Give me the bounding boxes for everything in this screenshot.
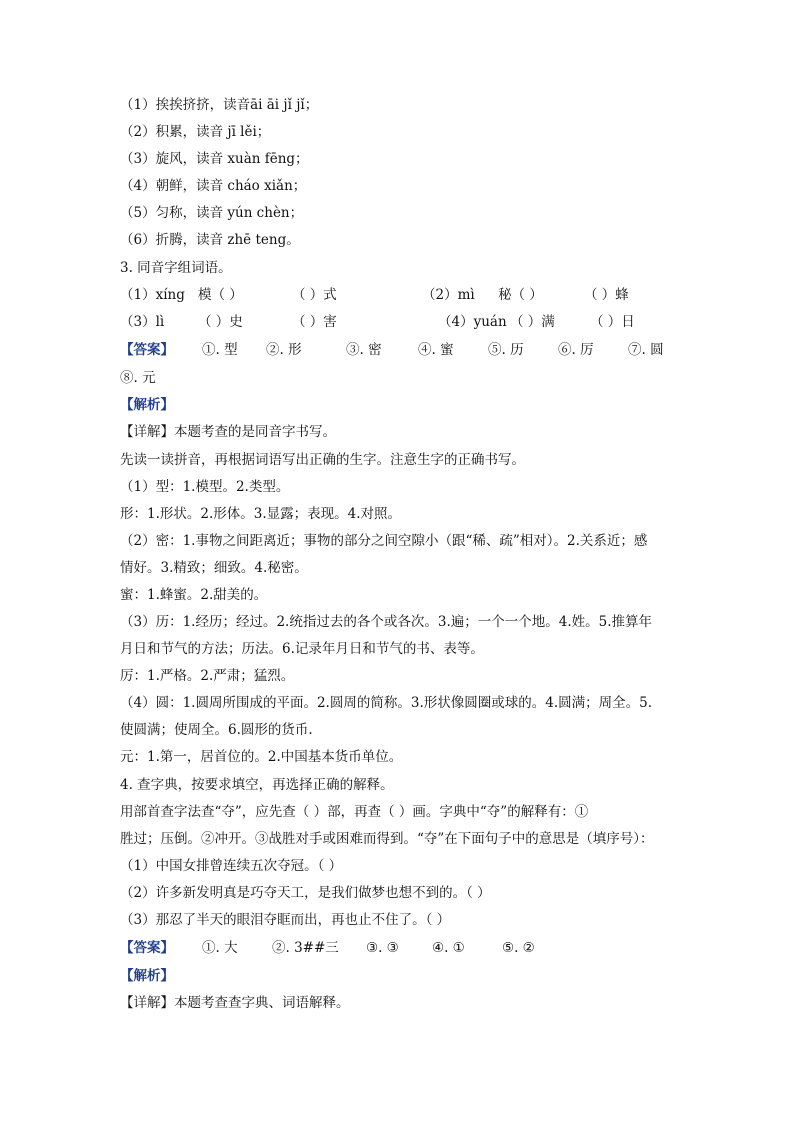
- q3-answer-1: ①. 型: [202, 342, 238, 358]
- q3-explain-line-6: 蜜：1.蜂蜜。2.甜美的。: [120, 587, 268, 603]
- q3-answer-7: ⑦. 圆: [628, 342, 664, 358]
- q4-answer-2: ②. 3##三: [272, 940, 339, 956]
- q3-explain-line-4: （2）密：1.事物之间距离近；事物的部分之间空隙小（跟“稀、疏”相对）。2.关系近；感: [120, 533, 648, 549]
- q3-answer-row: [120, 340, 680, 360]
- q3-explain-line-11: 使圆满；使周全。6.圆形的货币.: [120, 722, 313, 738]
- q3-analysis-label: 【解析】: [120, 397, 174, 413]
- reading-line-4: （4）朝鲜，读音 cháo xiǎn；: [120, 178, 307, 194]
- q3-r1-a-word2: （ ）式: [292, 287, 337, 303]
- q3-explain-line-8: 月日和节气的方法；历法。6.记录年月日和节气的书、表等。: [120, 641, 484, 657]
- q4-line-3: （1）中国女排曾连续五次夺冠。（ ）: [120, 858, 343, 874]
- q3-explain-line-1: 先读一读拼音，再根据词语写出正确的生字。注意生字的正确书写。: [120, 452, 525, 468]
- q3-answer-5: ⑤. 历: [488, 342, 524, 358]
- q3-r2-a-pinyin: （3）lì: [120, 314, 165, 330]
- q3-r2-b-pinyin: （4）yuán: [438, 314, 507, 330]
- q3-r1-b-pinyin: （2）mì: [422, 287, 475, 303]
- q3-r2-b-word1: （ ）满: [510, 314, 555, 330]
- q3-r1-a-pinyin: （1）xíng: [120, 287, 185, 303]
- q4-answer-5: ⑤. ②: [502, 940, 535, 956]
- q4-analysis-label: 【解析】: [120, 968, 174, 984]
- q3-explain-line-7: （3）历：1.经历；经过。2.统指过去的各个或各次。3.遍；一个一个地。4.姓。5.推算年: [120, 614, 652, 630]
- q3-explain-line-5: 情好。3.精致；细致。4.秘密。: [120, 560, 308, 576]
- q4-detail: 【详解】本题考查查字典、词语解释。: [120, 995, 350, 1011]
- q4-line-2: 胜过；压倒。②冲开。③战胜对手或困难而得到。“夺”在下面句子中的意思是（填序号）：: [120, 831, 654, 847]
- q4-line-4: （2）许多新发明真是巧夺天工，是我们做梦也想不到的。（ ）: [120, 885, 491, 901]
- q3-answer-label: 【答案】: [120, 342, 174, 358]
- q3-row-2: [120, 312, 680, 332]
- q3-answer-4: ④. 蜜: [418, 342, 454, 358]
- q3-row-1: [120, 285, 680, 305]
- q3-explain-line-12: 元：1.第一，居首位的。2.中国基本货币单位。: [120, 749, 403, 765]
- q3-answer-3: ③. 密: [346, 342, 382, 358]
- q3-answer-6: ⑥. 厉: [558, 342, 594, 358]
- q3-answer-8: ⑧. 元: [120, 370, 156, 386]
- q3-answer-2: ②. 形: [266, 342, 302, 358]
- q4-line-5: （3）那忍了半天的眼泪夺眶而出，再也止不住了。（ ）: [120, 912, 451, 928]
- q3-r2-b-word2: （ ）日: [590, 314, 635, 330]
- q3-title: 3. 同音字组词语。: [120, 260, 232, 276]
- q3-r2-a-word1: （ ）史: [198, 314, 243, 330]
- q4-answer-4: ④. ①: [432, 940, 465, 956]
- q4-title: 4. 查字典，按要求填空，再选择正确的解释。: [120, 777, 394, 793]
- q3-explain-line-10: （4）圆：1.圆周所围成的平面。2.圆周的简称。3.形状像圆圈或球的。4.圆满；周全。5.: [120, 695, 652, 711]
- q3-detail: 【详解】本题考查的是同音字书写。: [120, 424, 336, 440]
- q4-answer-label: 【答案】: [120, 940, 174, 956]
- q4-line-1: 用部首查字法查“夺”，应先查（ ）部，再查（ ）画。字典中“夺”的解释有：①: [120, 804, 589, 820]
- reading-line-6: （6）折腾，读音 zhē teng。: [120, 232, 300, 248]
- q3-explain-line-3: 形：1.形状。2.形体。3.显露；表现。4.对照。: [120, 506, 402, 522]
- q3-explain-line-9: 厉：1.严格。2.严肃；猛烈。: [120, 668, 295, 684]
- q3-r1-b-word1: 秘（ ）: [498, 287, 543, 303]
- q4-answer-1: ①. 大: [202, 940, 238, 956]
- reading-line-5: （5）匀称，读音 yún chèn；: [120, 205, 304, 221]
- reading-line-1: （1）挨挨挤挤，读音āi āi jǐ jǐ；: [120, 97, 319, 113]
- reading-line-2: （2）积累，读音 jī lěi；: [120, 124, 271, 140]
- q3-r1-b-word2: （ ）蜂: [584, 287, 629, 303]
- q3-r2-a-word2: （ ）害: [292, 314, 337, 330]
- reading-line-3: （3）旋风，读音 xuàn fēng；: [120, 151, 309, 167]
- q4-answer-3: ③. ③: [366, 940, 399, 956]
- q3-explain-line-2: （1）型：1.模型。2.类型。: [120, 479, 290, 495]
- q4-answer-row: [120, 938, 680, 958]
- q3-r1-a-word1: 模（ ）: [198, 287, 243, 303]
